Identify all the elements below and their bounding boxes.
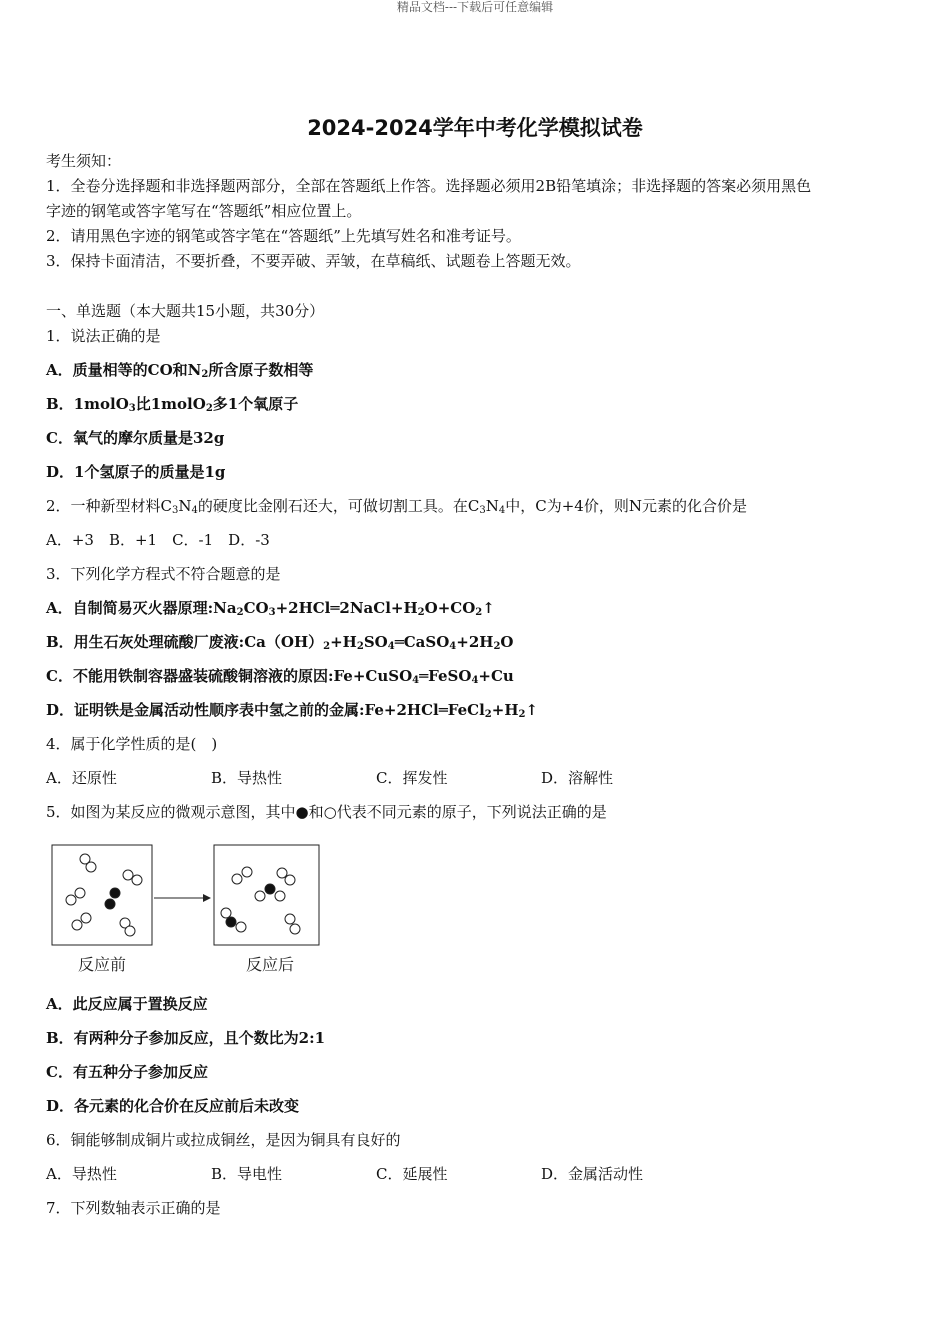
question-4-option-d: D．溶解性 (541, 769, 614, 787)
question-4-options (46, 768, 706, 788)
caption-after-reaction: 反应后 (246, 955, 295, 974)
question-3-option-b: B．用生石灰处理硫酸厂废液$:Ca(OH)_2+H_2SO_4═CaSO_4+2H_2O$ (46, 633, 514, 652)
question-1-option-a: A．质量相等的CO和$N_2$所含原子数相等 (46, 361, 314, 380)
question-1-option-b: B．1molO$_3$比1molO$_2$多1个氧原子 (46, 395, 299, 414)
question-4-option-a: A．还原性 (46, 769, 117, 787)
notice-item-3: 3．保持卡面清洁，不要折叠，不要弄破、弄皱，在草稿纸、试题卷上答题无效。 (46, 252, 581, 270)
reaction-diagram (50, 842, 350, 977)
question-2-options: A．+3 B．+1 C．-1 D．-3 (46, 531, 270, 549)
question-6-option-b: B．导电性 (211, 1165, 283, 1183)
question-5-option-d: D．各元素的化合价在反应前后未改变 (46, 1097, 300, 1115)
question-1-option-c: C．氧气的摩尔质量是32g (46, 429, 225, 447)
question-6-stem: 6．铜能够制成铜片或拉成铜丝，是因为铜具有良好的 (46, 1131, 401, 1149)
question-3-stem: 3．下列化学方程式不符合题意的是 (46, 565, 281, 583)
question-5-option-c: C．有五种分子参加反应 (46, 1063, 208, 1081)
section-heading: 一、单选题（本大题共15小题，共30分） (46, 302, 325, 320)
question-6-option-c: C．延展性 (376, 1165, 448, 1183)
question-4-stem: 4．属于化学性质的是( ) (46, 735, 218, 753)
question-6-option-a: A．导热性 (46, 1165, 117, 1183)
after-reaction-box (214, 845, 319, 945)
question-5-option-a: A．此反应属于置换反应 (46, 995, 208, 1013)
question-1-option-d: D．1个氢原子的质量是1g (46, 463, 226, 481)
notice-item-1-line-1: 1．全卷分选择题和非选择题两部分，全部在答题纸上作答。选择题必须用2B铅笔填涂；非选择题的答案必须用黑色 (46, 177, 812, 195)
question-2-stem: 2．一种新型材料$C_3N_4$的硬度比金刚石还大，可做切割工具。在$C_3N_4$中，C为+4价，则N元素的化合价是 (46, 497, 747, 516)
question-7-stem: 7．下列数轴表示正确的是 (46, 1199, 221, 1217)
page-title: 2024-2024学年中考化学模拟试卷 (307, 116, 643, 140)
question-6-option-d: D．金属活动性 (541, 1165, 644, 1183)
notice-item-1-line-2: 字迹的钢笔或答字笔写在“答题纸”相应位置上。 (46, 202, 362, 220)
page-header-watermark: 精品文档---下载后可任意编辑 (396, 0, 554, 14)
question-3-option-d: D．证明铁是金属活动性顺序表中氢之前的金属$:Fe+2HCl═FeCl_2+H_2↑$ (46, 701, 539, 720)
reaction-molecules-svg (50, 842, 350, 947)
question-3-option-c: C．不能用铁制容器盛装硫酸铜溶液的原因:Fe+CuSO$_4$═FeSO$_4$+Cu (46, 667, 514, 686)
question-1-stem: 1．说法正确的是 (46, 327, 161, 345)
notice-item-2: 2．请用黑色字迹的钢笔或答字笔在“答题纸”上先填写姓名和准考证号。 (46, 227, 521, 245)
question-4-option-c: C．挥发性 (376, 769, 448, 787)
question-6-options (46, 1164, 706, 1184)
before-reaction-box (52, 845, 152, 945)
caption-before-reaction: 反应前 (78, 955, 127, 974)
question-5-option-b: B．有两种分子参加反应，且个数比为2:1 (46, 1029, 326, 1047)
question-4-option-b: B．导热性 (211, 769, 283, 787)
notice-heading: 考生须知： (46, 152, 122, 170)
question-5-stem: 5．如图为某反应的微观示意图，其中●和○代表不同元素的原子，下列说法正确的是 (46, 803, 607, 821)
question-3-option-a: A．自制简易灭火器原理$:Na_2CO_3+2HCl═2NaCl+H_2O+CO_2↑$ (46, 599, 495, 618)
